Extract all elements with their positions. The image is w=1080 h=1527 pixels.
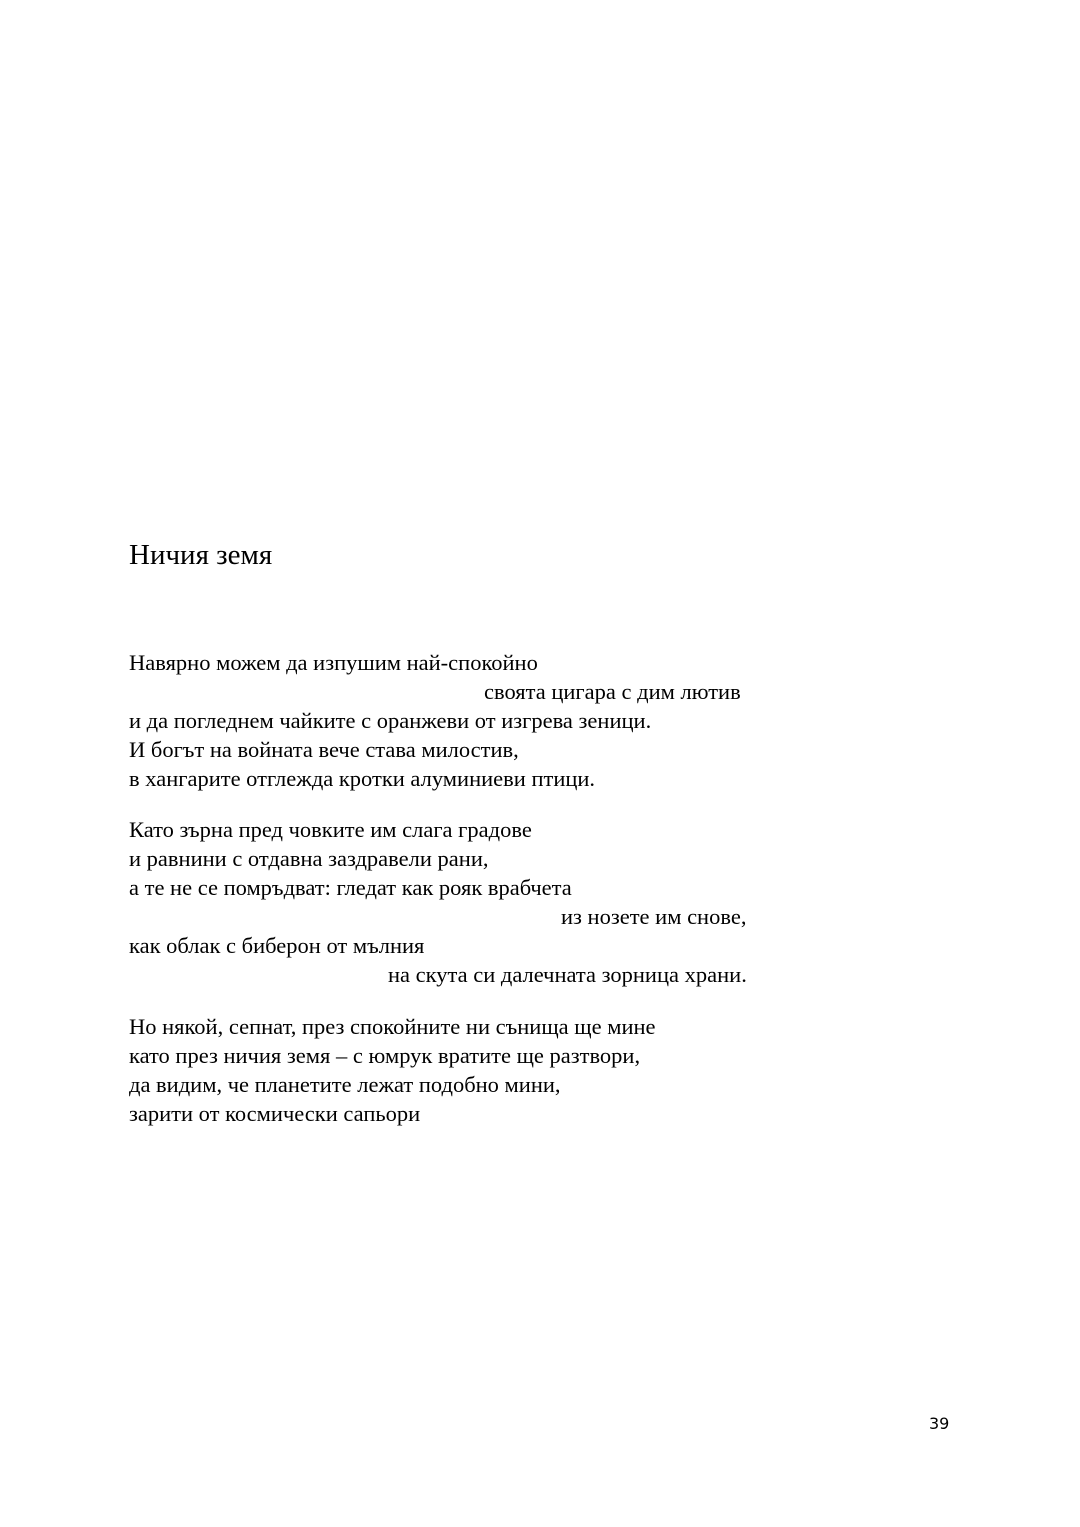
page-number: 39 <box>929 1414 950 1433</box>
poem-line-indented: на скута си далечната зорница храни. <box>388 962 747 987</box>
poem-line: Като зърна пред човките им слага градове <box>129 817 532 842</box>
poem-line: Но някой, сепнат, през спокойните ни сънища ще мине <box>129 1014 656 1039</box>
poem-line: И богът на войната вече става милостив, <box>129 737 519 762</box>
poem-line-indented: из нозете им снове, <box>561 904 747 929</box>
poem-title: Ничия земя <box>129 539 273 571</box>
stanza <box>129 815 747 989</box>
poem-line: зарити от космически сапьори <box>129 1101 421 1126</box>
poem-line-indented: своята цигара с дим лютив <box>484 679 741 704</box>
stanza <box>129 1012 656 1128</box>
poem-line: като през ничия земя – с юмрук вратите ще разтвори, <box>129 1043 641 1068</box>
poem-line: и да погледнем чайките с оранжеви от изгрева зеници. <box>129 708 652 733</box>
stanza <box>129 648 741 793</box>
poem-line: в хангарите отглежда кротки алуминиеви птици. <box>129 766 596 791</box>
poem-line: Навярно можем да изпушим най-спокойно <box>129 650 538 675</box>
poem-line: и равнини с отдавна заздравели рани, <box>129 846 489 871</box>
poem-line: да видим, че планетите лежат подобно мини, <box>129 1072 561 1097</box>
poem-line: а те не се помръдват: гледат как рояк врабчета <box>129 875 572 900</box>
poem-line: как облак с биберон от мълния <box>129 933 425 958</box>
